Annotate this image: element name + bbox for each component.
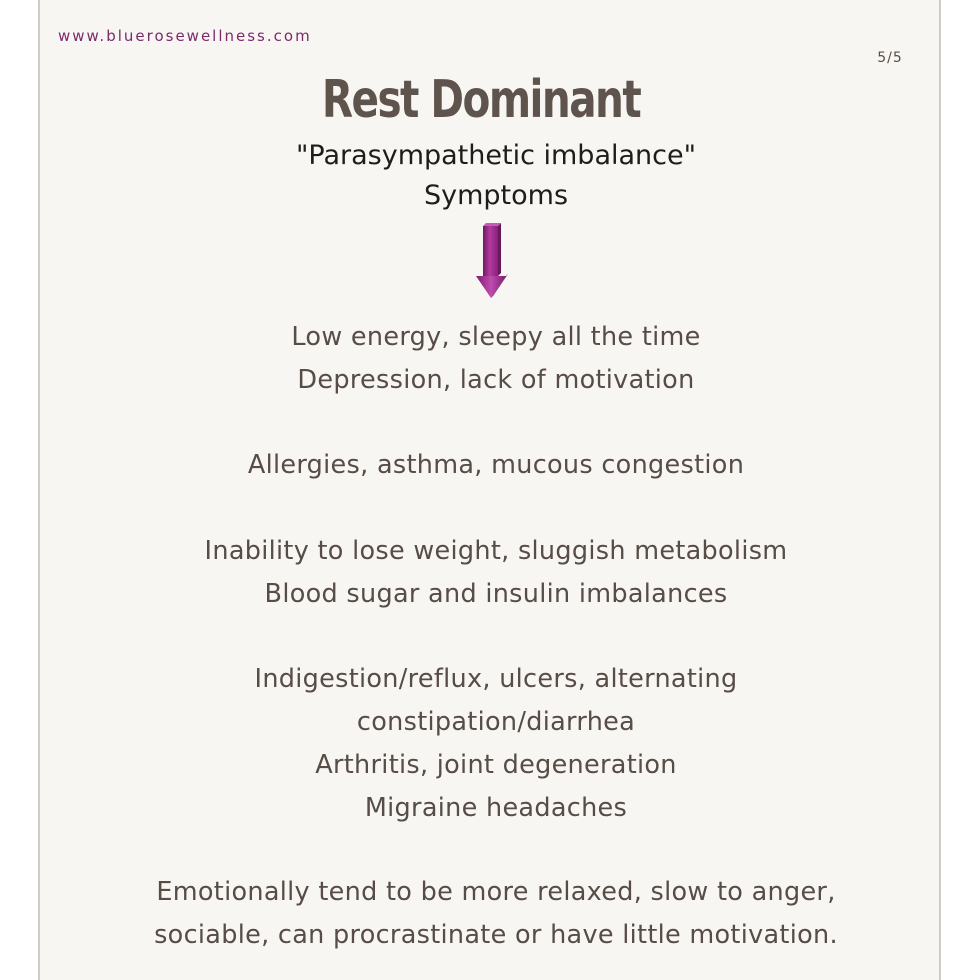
symptom-line: Depression, lack of motivation	[297, 364, 695, 395]
emotional-summary	[0, 871, 980, 957]
page-title: Rest Dominant	[321, 70, 641, 130]
group-spacer	[0, 616, 980, 659]
summary-line: sociable, can procrastinate or have little motivation.	[154, 920, 838, 950]
symptom-line: Indigestion/reflux, ulcers, alternating	[254, 664, 738, 695]
symptom-line: Low energy, sleepy all the time	[291, 322, 701, 352]
symptom-line: Allergies, asthma, mucous congestion	[247, 450, 745, 481]
page-subtitle: "Parasympathetic imbalance"	[295, 140, 697, 171]
group-spacer	[0, 487, 980, 530]
down-arrow-icon	[475, 222, 509, 300]
symptoms-list	[0, 316, 980, 830]
symptom-line: Inability to lose weight, sluggish metabolism	[204, 535, 788, 566]
group-spacer	[0, 402, 980, 445]
symptom-line: constipation/diarrhea	[356, 707, 636, 738]
website-url: www.bluerosewellness.com	[58, 27, 312, 45]
summary-line: Emotionally tend to be more relaxed, slow to anger,	[156, 877, 836, 907]
symptom-line: Migraine headaches	[364, 792, 628, 823]
symptom-line: Arthritis, joint degeneration	[315, 749, 677, 780]
symptoms-heading: Symptoms	[423, 180, 569, 211]
page-indicator: 5/5	[877, 50, 903, 66]
symptom-line: Blood sugar and insulin imbalances	[264, 578, 728, 609]
